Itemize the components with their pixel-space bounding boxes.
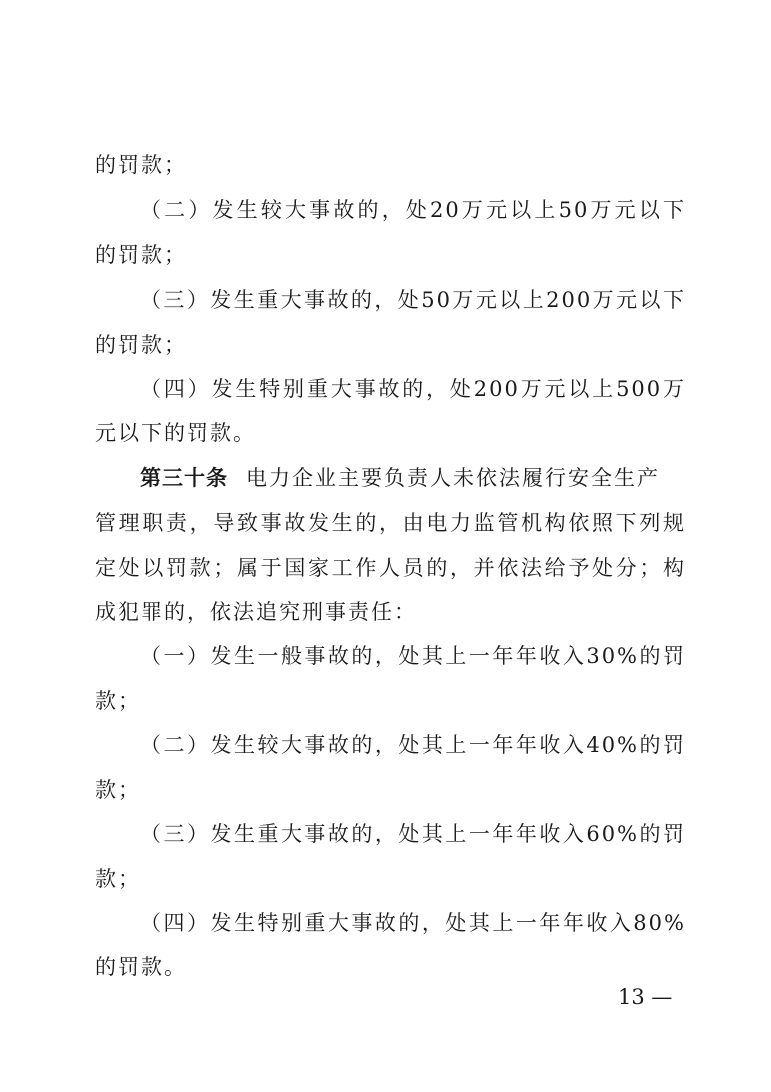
text-line: 的罚款。: [95, 955, 187, 979]
text-line: 电力企业主要负责人未依法履行安全生产: [246, 466, 660, 490]
text-line: 的罚款；: [95, 153, 187, 177]
text-line: （二）发生较大事故的，处20万元以上50万元以下: [140, 198, 686, 222]
text-line: 的罚款；: [95, 243, 187, 267]
text-line: 款；: [95, 689, 141, 713]
text-line: （三）发生重大事故的，处50万元以上200万元以下: [140, 288, 686, 312]
text-line: （二）发生较大事故的，处其上一年年收入40%的罚: [140, 733, 686, 757]
text-line: 的罚款；: [95, 333, 187, 357]
article-heading: 第三十条: [140, 466, 228, 490]
text-line: （四）发生特别重大事故的，处其上一年年收入80%: [140, 911, 686, 935]
text-line: 款；: [95, 867, 141, 891]
text-line: （一）发生一般事故的，处其上一年年收入30%的罚: [140, 644, 686, 668]
page-number: 13 —: [618, 985, 673, 1009]
article-line: [140, 463, 660, 493]
text-line: （三）发生重大事故的，处其上一年年收入60%的罚: [140, 822, 686, 846]
text-line: 款；: [95, 778, 141, 802]
text-line: 元以下的罚款。: [95, 421, 256, 445]
text-line: （四）发生特别重大事故的，处200万元以上500万: [140, 377, 686, 401]
text-line: 定处以罚款；属于国家工作人员的，并依法给予处分；构: [95, 556, 686, 580]
text-line: 成犯罪的，依法追究刑事责任：: [95, 600, 417, 624]
text-line: 管理职责，导致事故发生的，由电力监管机构依照下列规: [95, 511, 686, 535]
